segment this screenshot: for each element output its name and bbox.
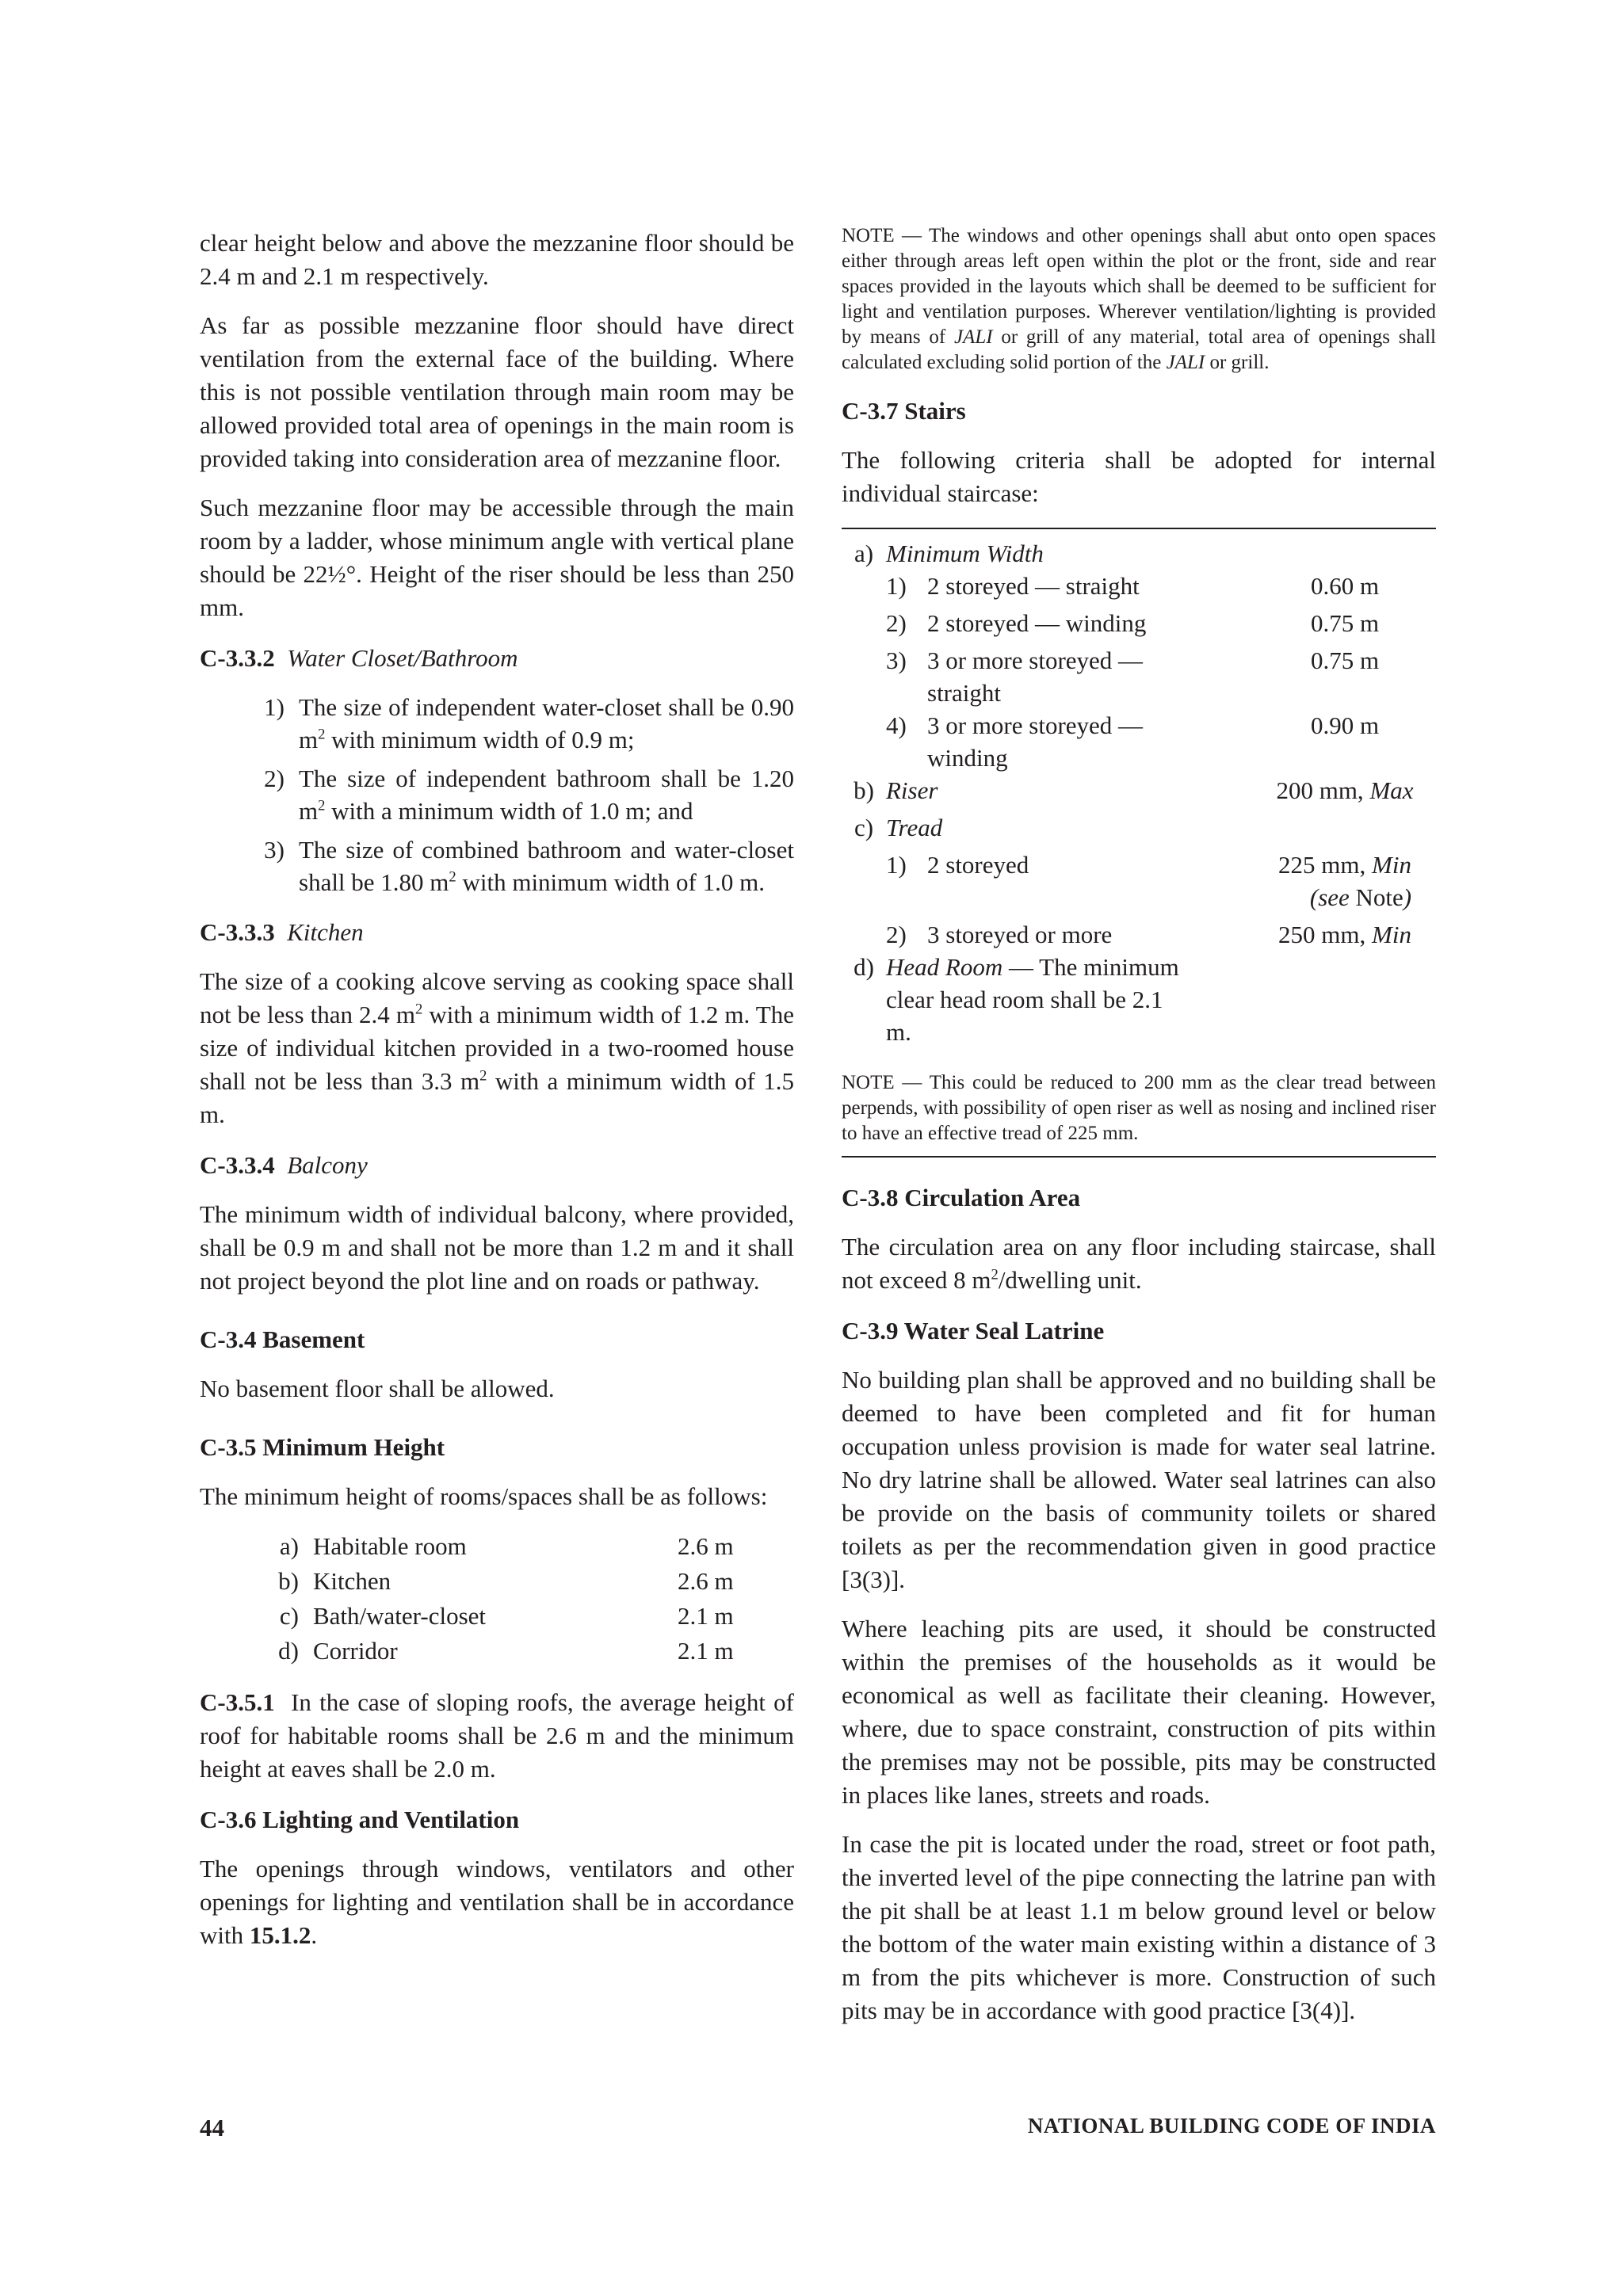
section-title: Balcony (287, 1151, 368, 1179)
section-heading-c39 (842, 1314, 1436, 1348)
list-item (200, 833, 794, 898)
italic-label: Head Room (886, 953, 1003, 981)
left-column (200, 227, 794, 1968)
section-heading-c333 (200, 916, 794, 949)
note-ventilation (842, 223, 1436, 376)
item-text (299, 691, 794, 756)
text-run: The circulation area on any floor including staircase, shall not exceed 8 m (842, 1233, 1436, 1294)
text-run: with a minimum width of 1.0 m; and (325, 797, 693, 825)
text-run: The size of a cooking alcove serving as cooking space shall not be less than 2.4 m (200, 967, 794, 1028)
section-heading-c34 (200, 1323, 794, 1356)
text-run: or grill. (1205, 352, 1270, 373)
row-mark: b) (278, 1567, 299, 1595)
row-value (1254, 844, 1436, 913)
paragraph: In case the pit is located under the road, street or foot path, the inverted level of the pipe connecting the latrine pan with the pit shall be at least 1.1 m below ground level or below the bottom of the water main existing within a distance of 3 m from the pits whichever is more. Construction of such pits may be in accordance with good practice [3(4)]. (842, 1830, 1436, 2024)
clause-reference: 15.1.2 (249, 1921, 311, 1949)
table-row (842, 913, 1436, 951)
paragraph (200, 1852, 794, 1952)
italic-label: Riser (886, 776, 938, 804)
row-label: Habitable room (313, 1532, 467, 1560)
italic-label: Tread (886, 814, 943, 841)
table-row (200, 1599, 794, 1634)
paragraph: clear height below and above the mezzanine floor should be 2.4 m and 2.1 m respectively. (200, 229, 794, 290)
row-mark: c) (854, 814, 874, 841)
value-qualifier: Min (1372, 921, 1411, 948)
paragraph (842, 1230, 1436, 1297)
section-heading-c332 (200, 642, 794, 675)
row-mark: a) (279, 1532, 299, 1560)
see-text: see (1318, 883, 1350, 911)
text-run: or grill of any material, total area of openings shall calculated excluding solid portion of the (842, 326, 1436, 373)
row-mark: 2) (886, 921, 907, 948)
text-run: with a minimum width of 1.5 m. (200, 1067, 795, 1128)
value-qualifier: Min (1372, 851, 1411, 879)
italic-term: JALI (953, 326, 993, 348)
stairs-table (842, 537, 1436, 1048)
row-label (886, 807, 1254, 844)
row-mark: 1) (886, 572, 907, 600)
row-label: 3 storeyed or more (927, 921, 1113, 948)
paragraph: Such mezzanine floor may be accessible through the main room by a ladder, whose minimum angle with vertical plane should be 22½°. Height of the riser should be less than 250 mm. (200, 494, 794, 621)
superscript: 2 (479, 1067, 487, 1085)
note-text: Note (1349, 883, 1403, 911)
row-label (886, 951, 1254, 1048)
table-row (842, 602, 1436, 639)
superscript: 2 (991, 1266, 999, 1283)
paragraph: No basement floor shall be allowed. (200, 1375, 555, 1402)
running-title: NATIONAL BUILDING CODE OF INDIA (1027, 2114, 1436, 2138)
row-value: 0.75 m (1310, 609, 1380, 637)
superscript: 2 (449, 868, 456, 886)
paragraph: The following criteria shall be adopted for internal individual staircase: (842, 446, 1436, 507)
row-mark: c) (279, 1602, 299, 1630)
page-number: 44 (200, 2114, 224, 2142)
section-number: C-3.3.2 (200, 644, 275, 672)
section-heading-c334 (200, 1149, 794, 1182)
row-label: 3 or more storeyed — straight (927, 646, 1144, 707)
text-run: /dwelling unit. (998, 1266, 1142, 1294)
row-value: 2.6 m (678, 1532, 734, 1560)
text-run: The size of independent water-closet shall be 0.90 m (299, 693, 794, 753)
table-row (842, 537, 1436, 570)
row-label (886, 774, 1254, 807)
item-number: 2) (264, 765, 285, 792)
item-text (299, 833, 794, 898)
section-number: C-3.3.4 (200, 1151, 275, 1179)
row-mark: b) (854, 776, 874, 804)
section-title: C-3.6 Lighting and Ventilation (200, 1806, 520, 1833)
row-label: 2 storeyed — straight (927, 572, 1140, 600)
paragraph: The minimum width of individual balcony, where provided, shall be 0.9 m and shall not be more than 1.2 m and it shall not project beyond the plot line and on roads or pathway. (200, 1200, 794, 1295)
table-row (842, 951, 1436, 1048)
paragraph: As far as possible mezzanine floor should have direct ventilation from the external face of the building. Where this is not possible ventilation through main room may be allowed provided total area of openings in the main room is provided taking into consideration area of mezzanine floor. (200, 311, 794, 472)
row-value: 2.1 m (678, 1602, 734, 1630)
section-heading-c37 (842, 395, 1436, 428)
table-row (200, 1529, 794, 1564)
row-value: 0.60 m (1310, 572, 1380, 600)
superscript: 2 (318, 726, 326, 743)
table-row (842, 807, 1436, 844)
row-mark: 1) (886, 851, 907, 879)
item-text (299, 762, 794, 827)
row-label: 2 storeyed (927, 851, 1029, 879)
paragraph: Where leaching pits are used, it should be constructed within the premises of the households as it would be economical as well as facilitate their cleaning. However, where, due to space constraint, construction of pits within the premises may not be possible, pits may be constructed in places like lanes, streets and roads. (842, 1615, 1436, 1809)
value-text: 225 mm, (1278, 851, 1373, 879)
table-row (842, 639, 1436, 709)
superscript: 2 (318, 797, 326, 814)
row-mark: 2) (886, 609, 907, 637)
row-value (1254, 537, 1436, 570)
row-label: Kitchen (313, 1567, 391, 1595)
text-run: NOTE — The windows and other openings shall abut onto open spaces either through areas left open within the plot or the front, side and rear spaces provided in the layouts which shall be deemed to be sufficient for light and ventilation purposes. Wherever ventilation/lighting is provided by means of (842, 225, 1436, 348)
paragraph (200, 965, 794, 1131)
section-title: C-3.9 Water Seal Latrine (842, 1317, 1105, 1344)
section-title: C-3.4 Basement (200, 1325, 365, 1353)
table-row (842, 844, 1436, 913)
section-title: Water Closet/Bathroom (287, 644, 518, 672)
row-label (886, 537, 1254, 570)
section-title: C-3.7 Stairs (842, 397, 966, 425)
text-run: The size of independent bathroom shall be 1.20 m (299, 765, 794, 825)
paragraph-c351 (200, 1686, 794, 1786)
row-value: 2.1 m (678, 1637, 734, 1665)
table-row (842, 570, 1436, 602)
section-title: C-3.5 Minimum Height (200, 1433, 445, 1461)
section-title: C-3.8 Circulation Area (842, 1184, 1081, 1211)
section-title: Kitchen (287, 918, 364, 946)
section-heading-c38 (842, 1181, 1436, 1215)
row-label: 2 storeyed — winding (927, 609, 1147, 637)
row-value: 2.6 m (678, 1567, 734, 1595)
italic-label: Minimum Width (886, 540, 1044, 567)
row-value (1254, 913, 1436, 951)
list-item (200, 691, 794, 756)
row-value: 0.75 m (1310, 646, 1380, 674)
row-mark: 3) (886, 646, 907, 674)
text-run: The size of combined bathroom and water-closet shall be 1.80 m (299, 836, 794, 896)
wc-bath-list (200, 691, 794, 898)
row-label: Bath/water-closet (313, 1602, 487, 1630)
value-qualifier: Max (1369, 776, 1414, 804)
text-run: The openings through windows, ventilators and other openings for lighting and ventilation shall be in accordance with (200, 1855, 794, 1949)
row-label: 3 or more storeyed — winding (927, 711, 1144, 772)
text-run: . (311, 1921, 318, 1949)
section-number: C-3.5.1 (200, 1688, 275, 1716)
text-run: with a minimum width of 1.2 m. The size of individual kitchen provided in a two-roomed house shall not be less than 3.3 m (200, 1001, 794, 1095)
row-mark: d) (854, 953, 874, 981)
row-value (1254, 774, 1436, 807)
minimum-height-table (200, 1529, 794, 1669)
table-row (842, 774, 1436, 807)
right-column (842, 227, 1436, 2043)
text-run: — The minimum clear head room shall be 2.1 m. (886, 953, 1179, 1046)
row-mark: a) (854, 540, 874, 567)
text-run: In the case of sloping roofs, the average height of roof for habitable rooms shall be 2.6 m and the minimum height at eaves shall be 2.0 m. (200, 1688, 794, 1783)
see-note: (see Note) (1309, 883, 1412, 911)
row-mark: 4) (886, 711, 907, 739)
text-run: with minimum width of 0.9 m; (325, 726, 635, 753)
table-row (200, 1634, 794, 1669)
row-mark: d) (278, 1637, 299, 1665)
section-heading-c36 (200, 1803, 794, 1836)
section-number: C-3.3.3 (200, 918, 275, 946)
superscript: 2 (414, 1001, 423, 1018)
row-value: 0.90 m (1310, 711, 1380, 739)
section-heading-c35 (200, 1431, 794, 1464)
item-number: 1) (264, 693, 285, 721)
value-text: 200 mm, (1276, 776, 1370, 804)
table-row (200, 1564, 794, 1599)
value-text: 250 mm, (1278, 921, 1373, 948)
table-row (842, 709, 1436, 774)
italic-term: JALI (1166, 352, 1205, 373)
paragraph: The minimum height of rooms/spaces shall be as follows: (200, 1482, 768, 1510)
note-tread: NOTE — This could be reduced to 200 mm as the clear tread between perpends, with possibility of open riser as well as nosing and inclined riser to have an effective tread of 225 mm. (842, 1072, 1436, 1144)
item-number: 3) (264, 836, 285, 864)
table-bottom-rule (842, 1156, 1436, 1158)
paragraph: No building plan shall be approved and no building shall be deemed to have been completed and fit for human occupation unless provision is made for water seal latrine. No dry latrine shall be allowed. Water seal latrines can also be provide on the basis of community toilets or shared toilets as per the recommendation given in good practice [3(3)]. (842, 1366, 1436, 1593)
table-top-rule (842, 528, 1436, 529)
row-label: Corridor (313, 1637, 398, 1665)
text-run: with minimum width of 1.0 m. (456, 868, 765, 896)
list-item (200, 762, 794, 827)
